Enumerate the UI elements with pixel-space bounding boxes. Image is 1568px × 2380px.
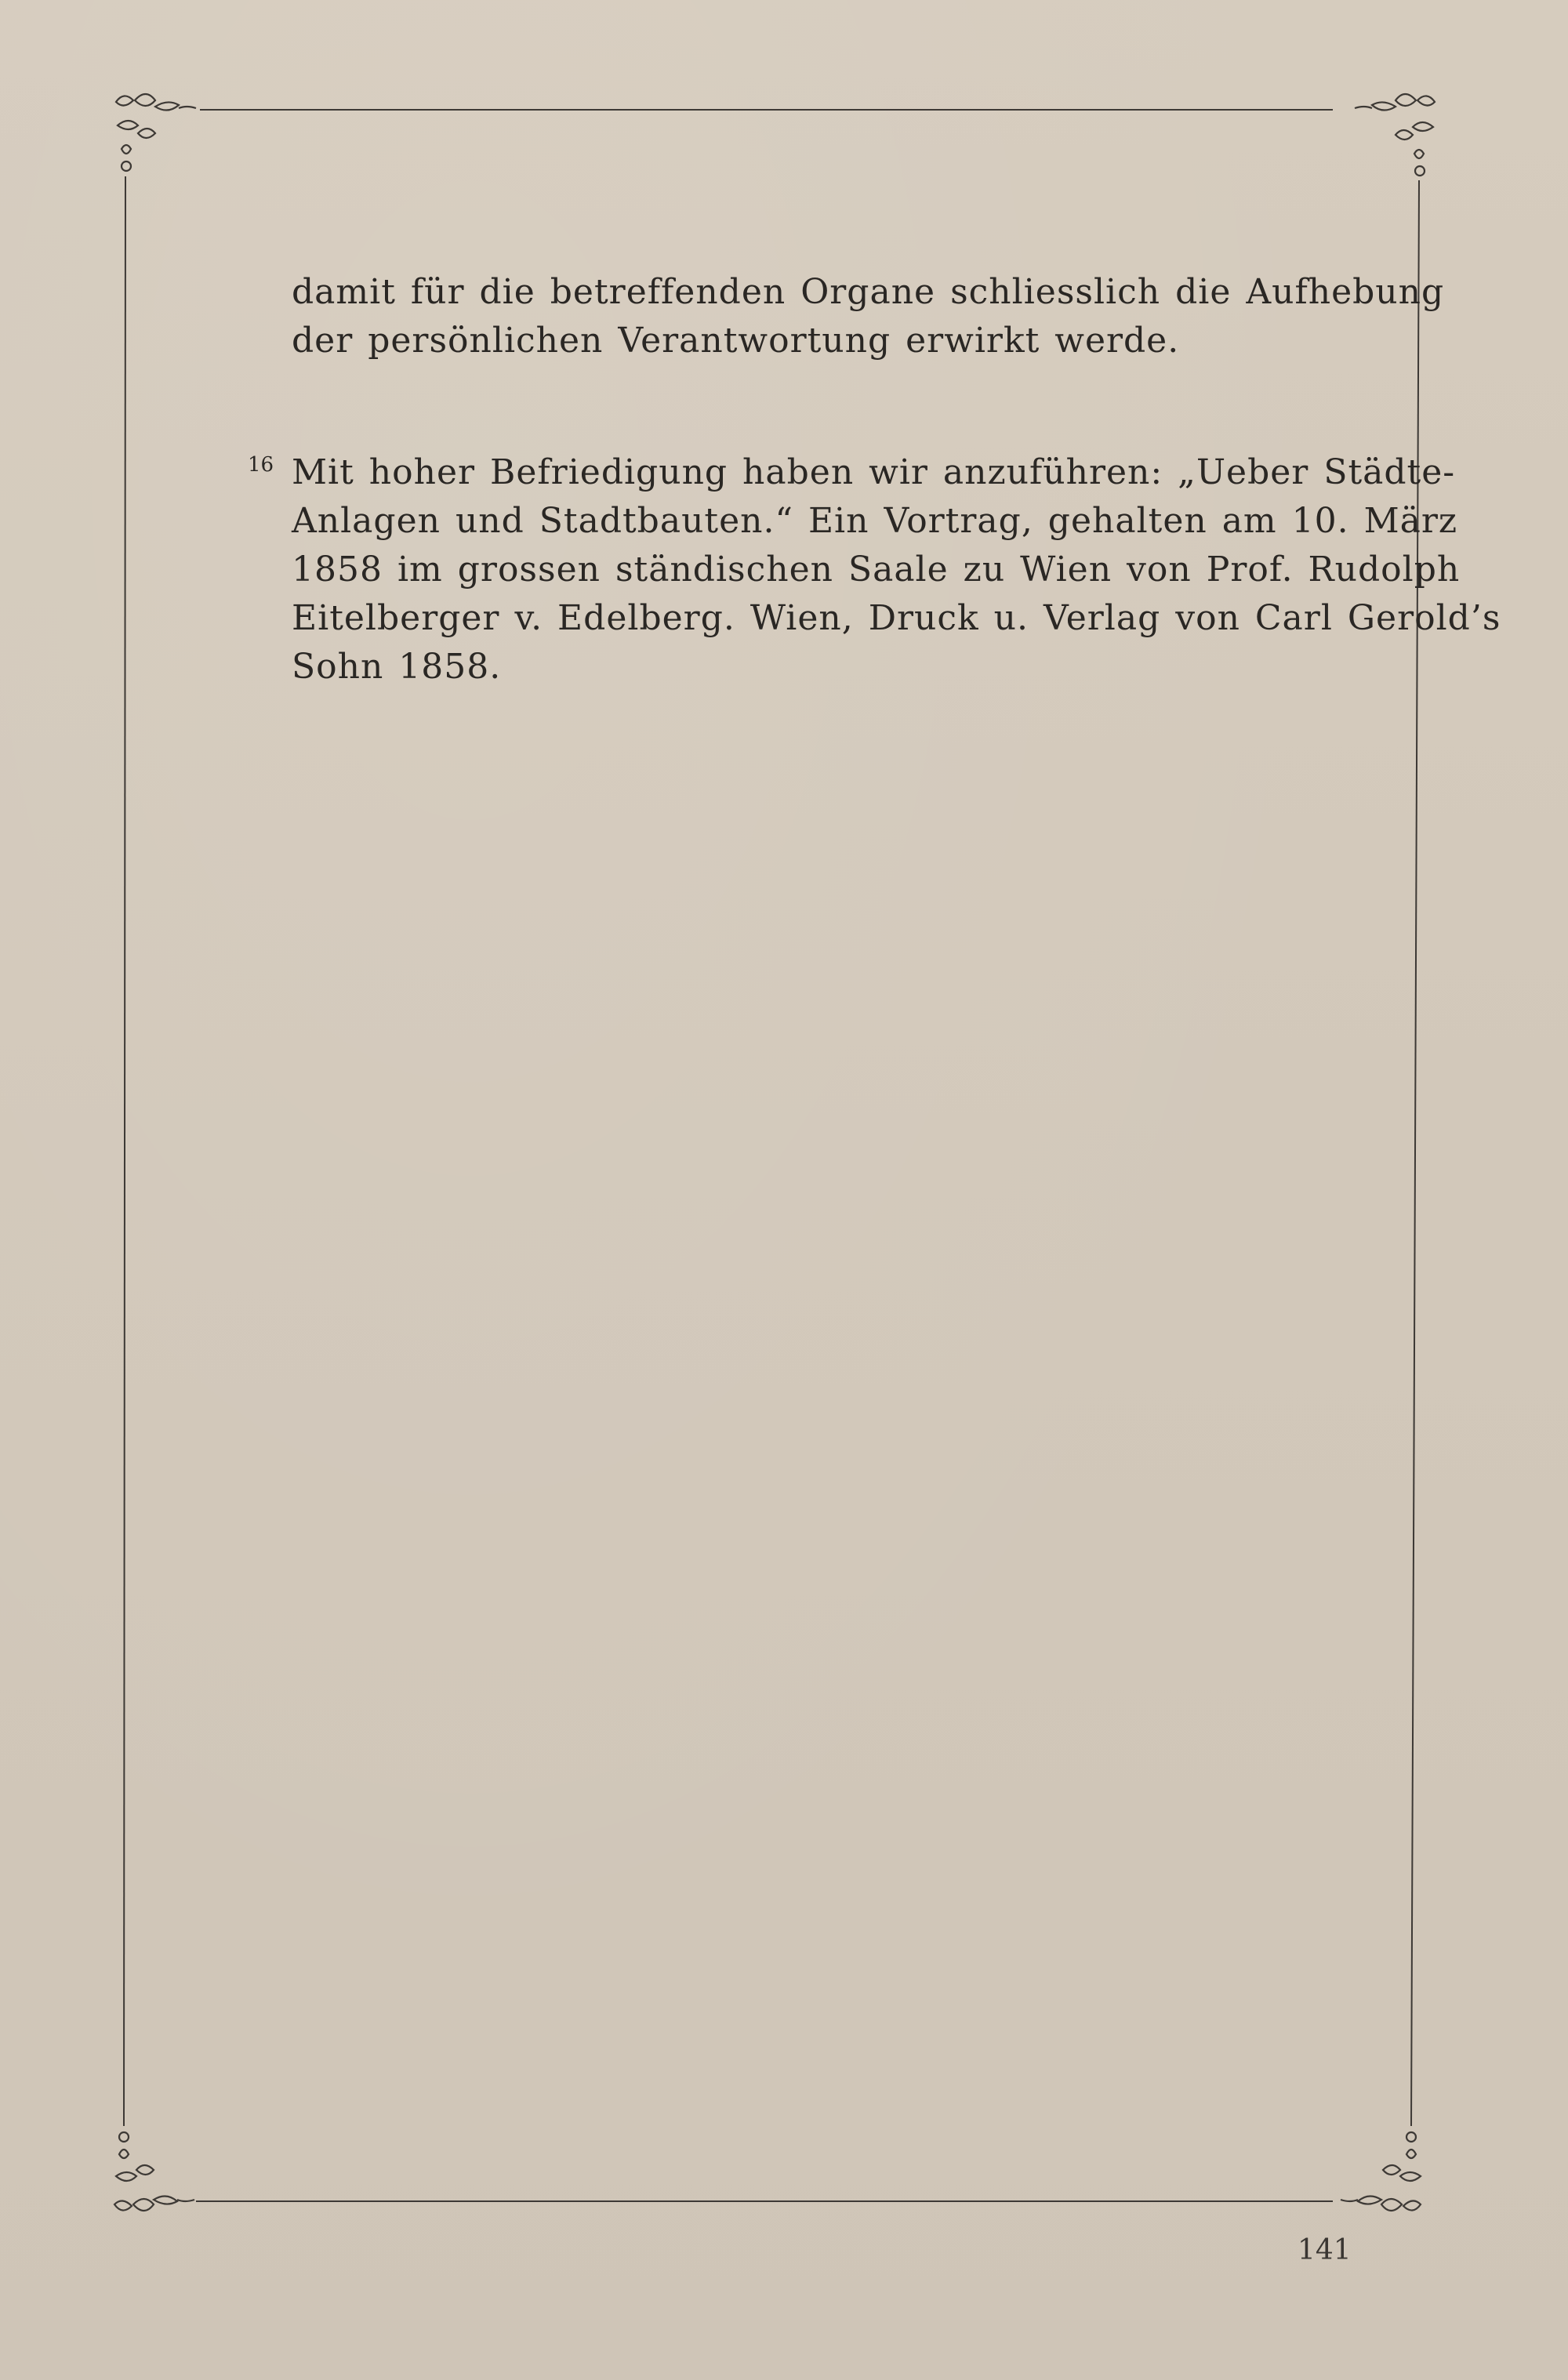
page-number: 141 bbox=[1298, 2234, 1352, 2266]
corner-ornament-top-left bbox=[116, 94, 196, 171]
text-line: Eitelberger v. Edelberg. Wien, Druck u. Verlag von Carl Gerold’s bbox=[292, 598, 1501, 638]
corner-ornament-top-right bbox=[1355, 94, 1435, 176]
text-line: 1858 im grossen ständischen Saale zu Wien von Prof. Rudolph bbox=[292, 550, 1461, 590]
text-line: der persönlichen Verantwortung erwirkt werde. bbox=[292, 321, 1180, 361]
text-line: Sohn 1858. bbox=[292, 647, 502, 687]
text-line: Mit hoher Befriedigung haben wir anzuführen: „Ueber Städte- bbox=[292, 452, 1456, 492]
corner-ornament-bottom-right bbox=[1341, 2132, 1421, 2211]
text-line: damit für die betreffenden Organe schliesslich die Aufhebung bbox=[292, 272, 1445, 312]
corner-ornament-bottom-left bbox=[114, 2132, 194, 2211]
paragraph-continuation bbox=[292, 268, 1445, 365]
text-line: Anlagen und Stadtbauten.“ Ein Vortrag, gehalten am 10. März bbox=[292, 501, 1458, 541]
footnote-paragraph bbox=[248, 448, 1501, 691]
footnote-number: 16 bbox=[248, 453, 274, 477]
